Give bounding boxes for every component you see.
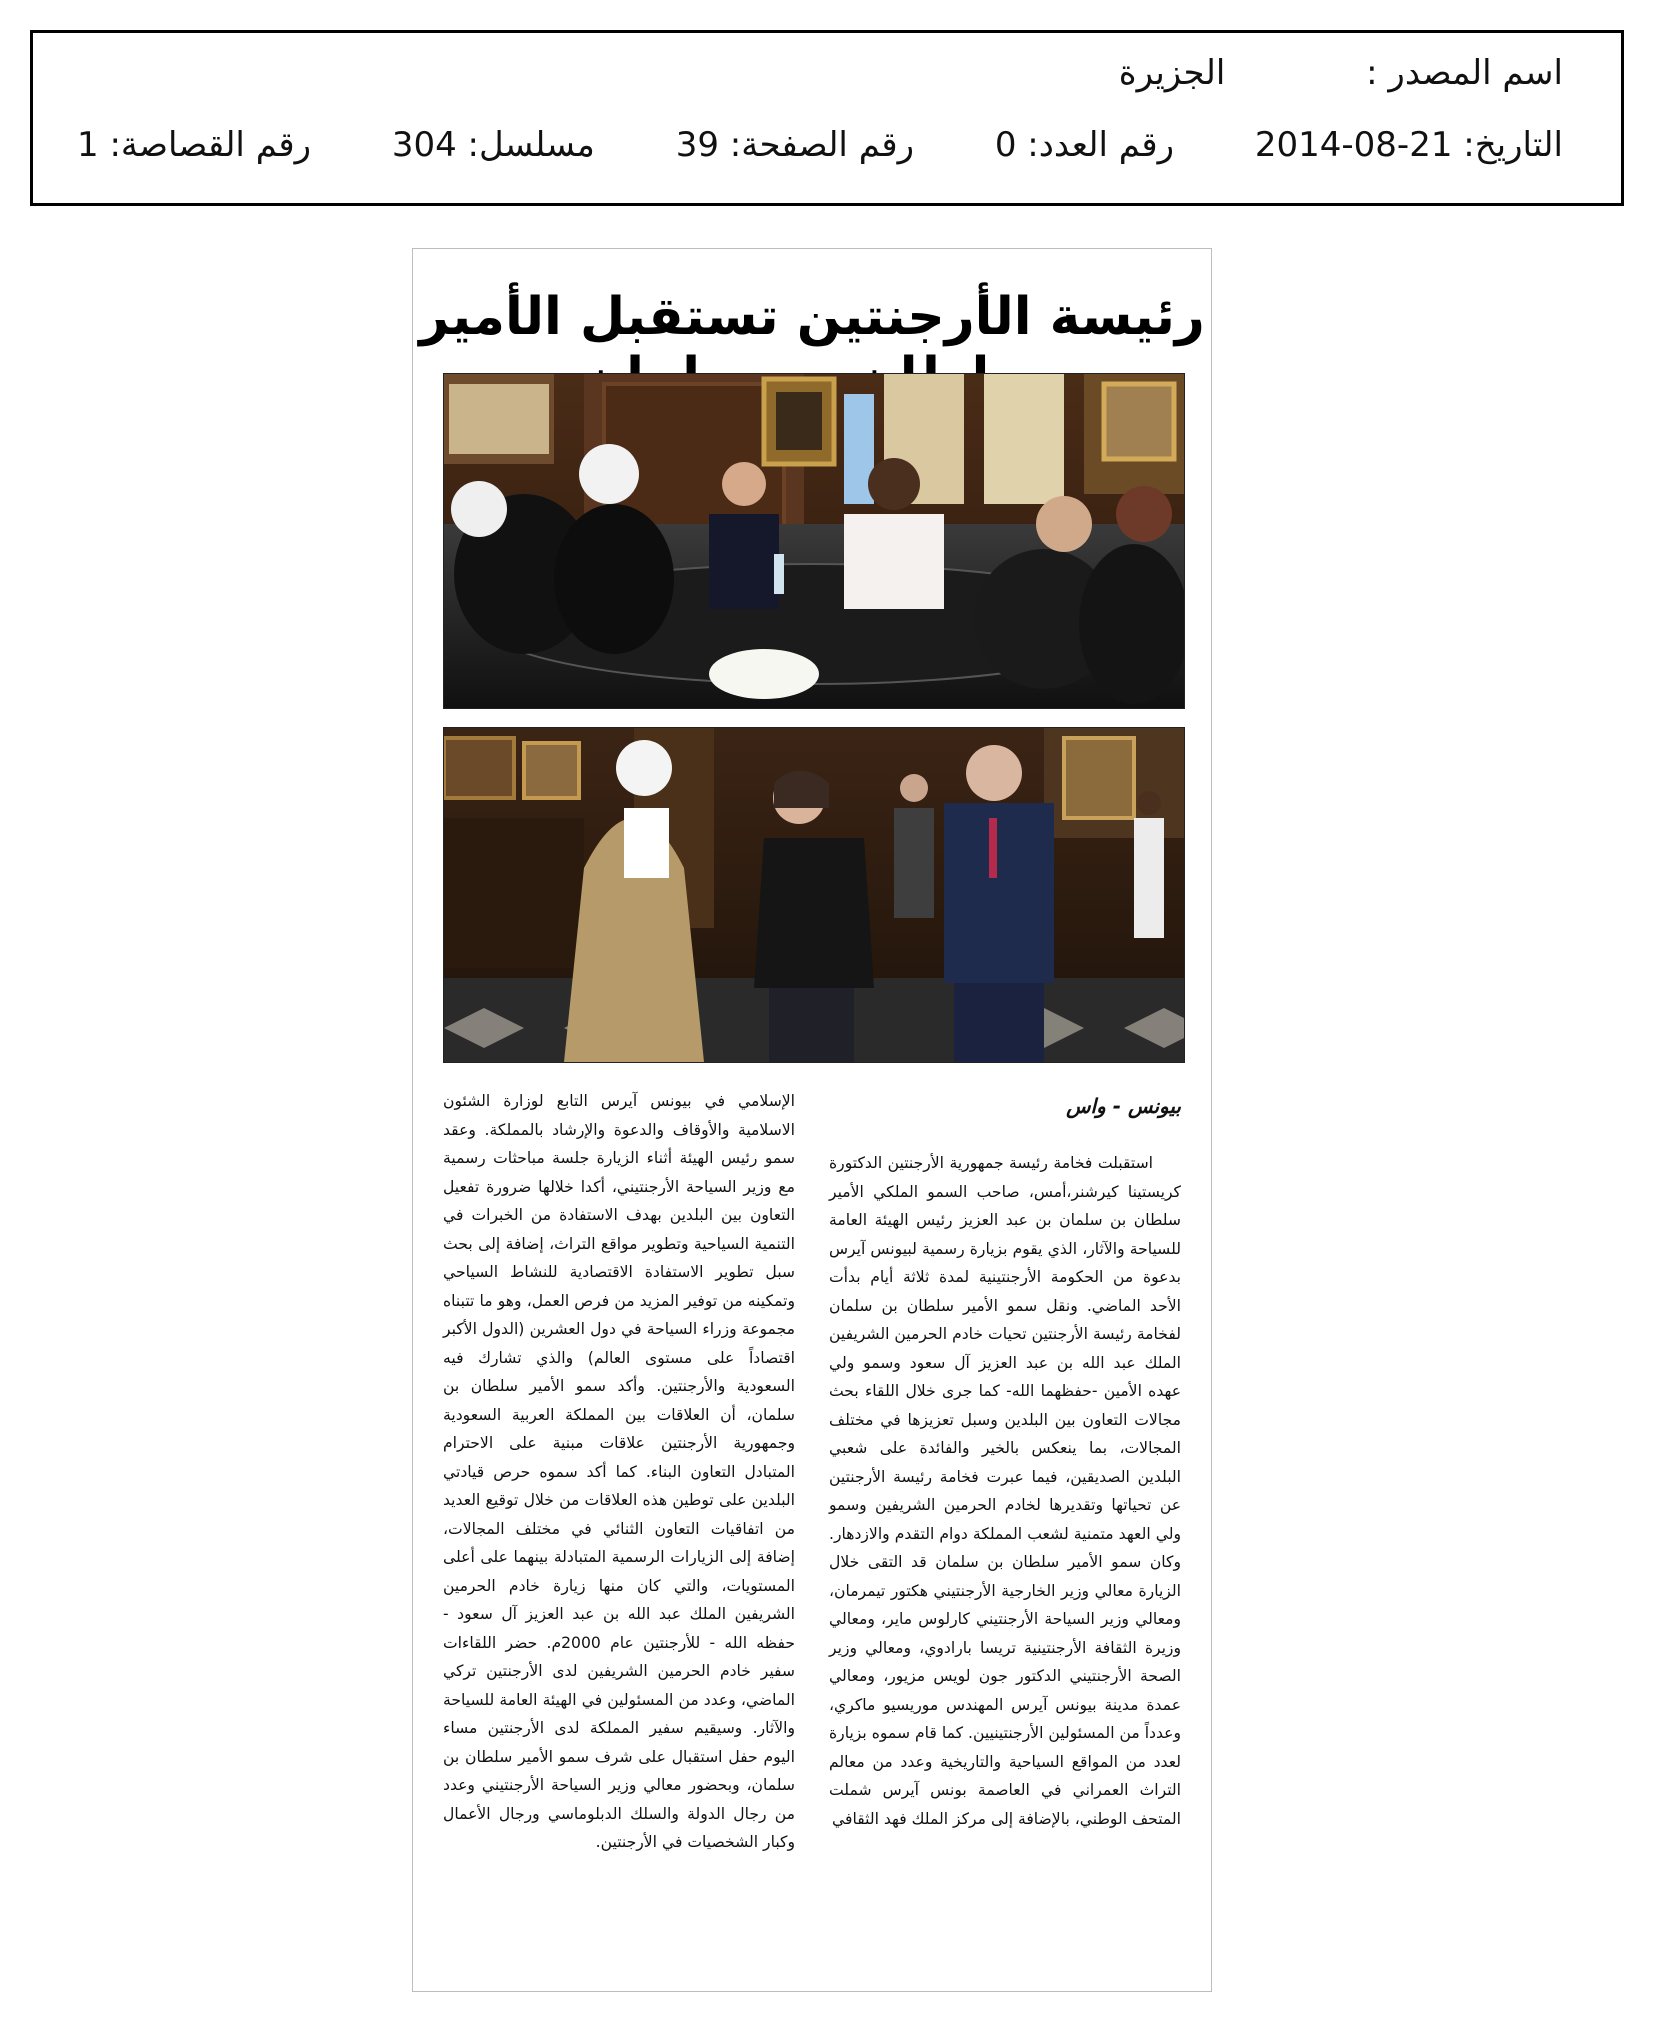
source-row [73,53,1563,93]
clipping-info-box [30,30,1624,206]
walking-photo [443,727,1185,1063]
date-field: التاريخ: 21-08-2014 [1254,125,1563,165]
article-column-right: استقبلت فخامة رئيسة جمهورية الأرجنتين الدكتورة كريستينا كيرشنر،أمس، صاحب السمو الملكي الأمير سلطان بن سلمان بن عبد العزيز رئيس الهيئة العامة للسياحة والآثار، الذي يقوم بزيارة رسمية لبيونس آيرس بدعوة من الحكومة الأرجنتينية لمدة ثلاثة أيام بدأت الأحد الماضي. ونقل سمو الأمير سلطان بن سلمان لفخامة رئيسة الأرجنتين تحيات خادم الحرمين الشريفين الملك عبد الله بن عبد العزيز آل سعود وسمو ولي عهده الأمين -حفظهما الله- كما جرى خلال اللقاء بحث مجالات التعاون بين البلدين وسبل تعزيزها في مختلف المجالات، بما ينعكس بالخير والفائدة على شعبي البلدين الصديقين، فيما عبرت فخامة رئيسة الأرجنتين عن تحياتها وتقديرها لخادم الحرمين الشريفين وسمو ولي العهد متمنية لشعب المملكة دوام التقدم والازدهار. وكان سمو الأمير سلطان بن سلمان قد التقى خلال الزيارة معالي وزير الخارجية الأرجنتيني هكتور تيمرمان، ومعالي وزير السياحة الأرجنتيني كارلوس ماير، ومعالي وزيرة الثقافة الأرجنتينية تريسا بارادوي، ومعالي وزير الصحة الأرجنتيني الدكتور جون لويس مزيور، ومعالي عمدة مدينة بيونس آيرس المهندس موريسيو ماكري، وعدداً من المسئولين الأرجنتينيين. كما قام سموه بزيارة لعدد من المواقع السياحية والتاريخية وعدد من معالم التراث العمراني في العاصمة بونس آيرس شملت المتحف الوطني، بالإضافة إلى مركز الملك فهد الثقافي [829,1154,1181,1828]
issue-number-field: رقم العدد: 0 [994,125,1175,165]
article-dateline: بيونس - واس [1066,1094,1181,1118]
article-headline: رئيسة الأرجنتين تستقبل الأمير [419,287,1205,347]
meta-row [73,125,1563,165]
newspaper-clipping [412,248,1212,1992]
article-column-left: الإسلامي في بيونس آيرس التابع لوزارة الشئون الاسلامية والأوقاف والدعوة والإرشاد بالمملكة. وعقد سمو رئيس الهيئة أثناء الزيارة جلسة مباحثات رسمية مع وزير السياحة الأرجنتيني، أكدا خلالها ضرورة تفعيل التعاون بين البلدين بهدف الاستفادة من الخبرات في التنمية السياحية وتطوير مواقع التراث، إضافة إلى بحث سبل تطوير الاستفادة الاقتصادية للنشاط السياحي وتمكينه من توفير المزيد من فرص العمل، وهو ما تتبناه مجموعة وزراء السياحة في دول العشرين (الدول الأكبر اقتصاداً على مستوى العالم) والذي تشارك فيه السعودية والأرجنتين. وأكد سمو الأمير سلطان بن سلمان، أن العلاقات بين المملكة العربية السعودية وجمهورية الأرجنتين علاقات مبنية على الاحترام المتبادل التعاون البناء. كما أكد سموه حرص قيادتي البلدين على توطين هذه العلاقات من خلال توقيع العديد من اتفاقيات التعاون الثنائي في مختلف المجالات، إضافة إلى الزيارات الرسمية المتبادلة بينهما على أعلى المستويات، والتي كان منها زيارة خادم الحرمين الشريفين الملك عبد الله بن عبد العزيز آل سعود - حفظه الله - للأرجنتين عام 2000م. حضر اللقاءات سفير خادم الحرمين الشريفين لدى الأرجنتين تركي الماضي، وعدد من المسئولين في الهيئة العامة للسياحة والآثار. وسيقيم سفير المملكة لدى الأرجنتين مساء اليوم حفل استقبال على شرف سمو الأمير سلطان بن سلمان، وبحضور معالي وزير السياحة الأرجنتيني وعدد من رجال الدولة والسلك الدبلوماسي ورجال الأعمال وكبار الشخصيات في الأرجنتين. [443,1092,795,1851]
source-value: الجزيرة [1118,53,1226,93]
page-number-field: رقم الصفحة: 39 [675,125,914,165]
source-label: اسم المصدر : [1366,53,1563,93]
meeting-photo [443,373,1185,709]
serial-field: مسلسل: 304 [391,125,595,165]
clip-number-field: رقم القصاصة: 1 [77,125,311,165]
